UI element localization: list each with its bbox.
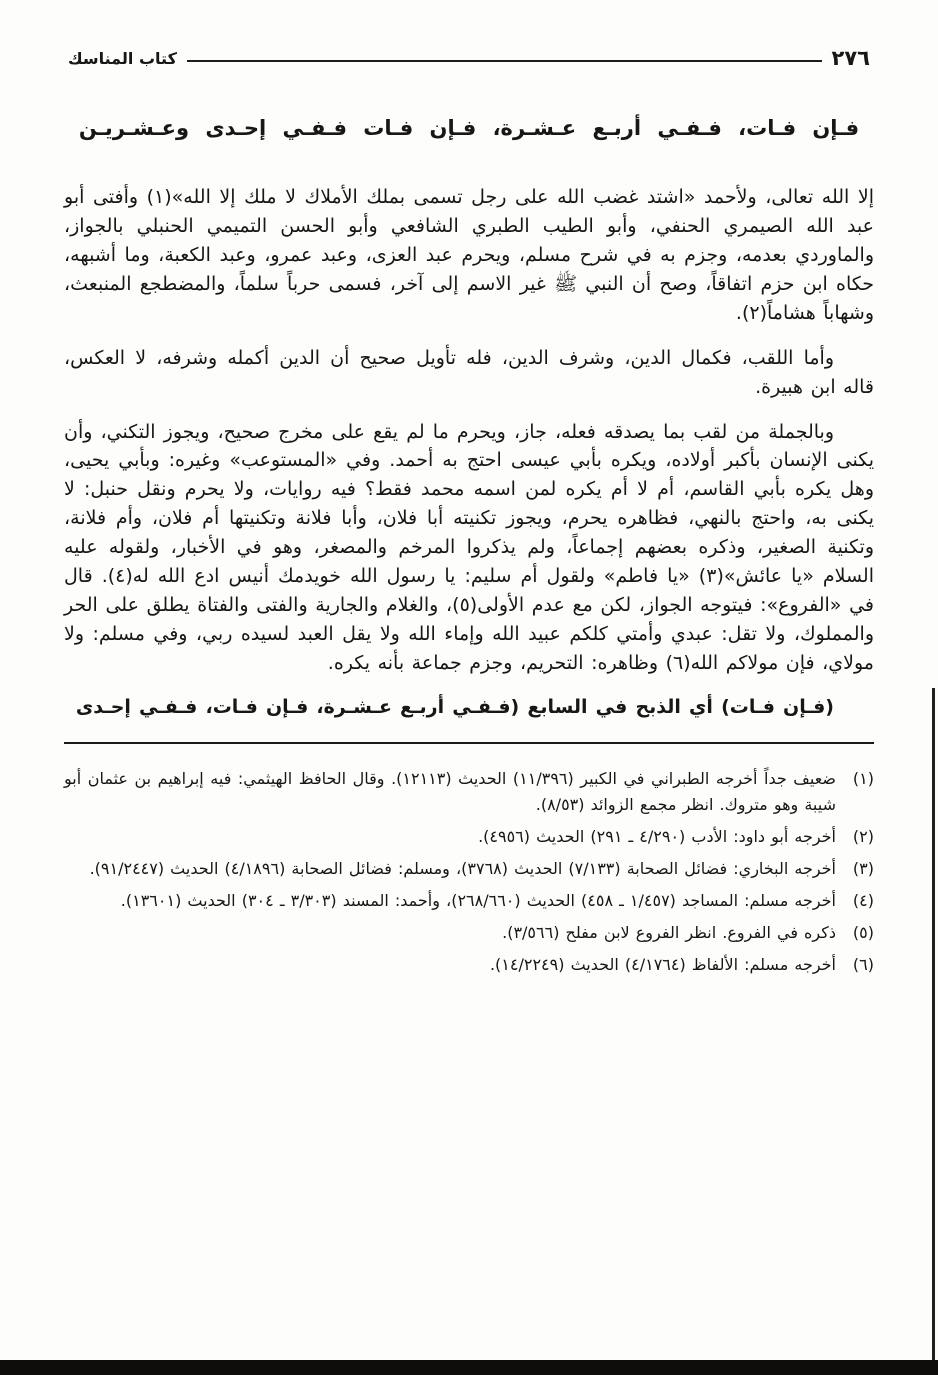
footnote-marker: (٢) bbox=[852, 827, 874, 847]
footnotes-section bbox=[64, 766, 874, 977]
scan-artifact-bottom-bar bbox=[0, 1360, 938, 1375]
body-text bbox=[64, 183, 874, 722]
footnote-text: أخرجه مسلم: الألفاظ (٤/١٧٦٤) الحديث (١٤/٢٢٤٩). bbox=[489, 954, 836, 974]
footnote-marker: (٤) bbox=[852, 890, 874, 910]
footnote-separator bbox=[64, 742, 874, 744]
paragraph: وبالجملة من لقب بما يصدقه فعله، جاز، ويحرم ما لم يقع على مخرج صحيح، ويجوز التكني، وأن يكنى الإنسان بأكبر أولاده، ويكره بأبي عيسى احتج به أحمد. وفي «المستوعب» وغيره: وبأبي يحيى، وهل يكره بأبي القاسم، أم لا أم يكره لمن اسمه محمد فقط؟ فيه روايات، ولا يحرم ونقل حنبل: لا يكنى به، واحتج بالنهي، فظاهره يحرم، ويجوز تكنيته أبا فلان، وأبا فلانة وتكنيتها أم فلان، وأم فلانة، وتكنية الصغير، وذكره بعضهم إجماعاً، ولم يذكروا المرخم والمصغر، وهو في الأخبار، ولقوله عليه السلام «يا عائش»(٣) «يا فاطم» ولقول أم سليم: يا رسول الله خويدمك أنيس ادع الله له(٤). قال في «الفروع»: فيتوجه الجواز، لكن مع عدم الأولى(٥)، والغلام والجارية والفتى والفتاة يطلق على الحر والمملوك، ولا تقل: عبدي وأمتي كلكم عبيد الله وإماء الله ولا يقل العبد لسيده ربي، وفي مسلم: ولا مولاي، فإن مولاكم الله(٦) وظاهره: التحريم، وجزم جماعة بأنه يكره. bbox=[64, 420, 874, 674]
footnote bbox=[64, 920, 874, 946]
footnote-text: أخرجه مسلم: المساجد (١/٤٥٧ ـ ٤٥٨) الحديث (٢٦٨/٦٦٠)، وأحمد: المسند (٣/٣٠٣ ـ ٣٠٤) الحديث (١٣٦٠١). bbox=[120, 890, 836, 910]
footnote-marker: (١) bbox=[852, 769, 874, 789]
page-header bbox=[68, 46, 870, 70]
paragraph-continuation: إلا الله تعالى، ولأحمد «اشتد غضب الله على رجل تسمى بملك الأملاك لا ملك إلا الله»(١) وأفتى أبو عبد الله الصيمري الحنفي، وأبو الطيب الطبري الشافعي وأبو الحسن التميمي الحنبلي بالجواز، والماوردي بعدمه، وجزم به في شرح مسلم، ويحرم عبد العزى، وعبد عمرو، وعبد الكعبة، وما أشبهه، حكاه ابن حزم اتفاقاً، وصح أن النبي ﷺ غير الاسم إلى آخر، فسمى حرباً سلماً، والمضطجع المنبعث، وشهاباً هشاماً(٢). bbox=[64, 186, 874, 324]
matn-paragraph: (فـإن فـات) أي الذبح في السابع (فـفـي أربـع عـشـرة، فـإن فـات، فـفـي إحـدى bbox=[75, 696, 834, 719]
footnote bbox=[64, 856, 874, 882]
footnote-text: أخرجه البخاري: فضائل الصحابة (٧/١٣٣) الحديث (٣٧٦٨)، ومسلم: فضائل الصحابة (٤/١٨٩٦) الحديث (٩١/٢٤٤٧). bbox=[89, 858, 836, 878]
footnote-text: أخرجه أبو داود: الأدب (٤/٢٩٠ ـ ٢٩١) الحديث (٤٩٥٦). bbox=[478, 827, 836, 847]
footnote bbox=[64, 952, 874, 978]
footnote bbox=[64, 766, 874, 818]
paragraph: وأما اللقب، فكمال الدين، وشرف الدين، فله تأويل صحيح أن الدين أكمله وشرفه، لا العكس، قاله ابن هبيرة. bbox=[64, 346, 874, 398]
matn-heading: فـإن فـات، فـفـي أربـع عـشـرة، فـإن فـات فـفـي إحـدى وعـشـريـن bbox=[78, 116, 860, 140]
footnote-text: ذكره في الفروع. انظر الفروع لابن مفلح (٣/٥٦٦). bbox=[502, 922, 836, 942]
footnote-marker: (٣) bbox=[852, 858, 874, 878]
book-title: كتاب المناسك bbox=[68, 48, 177, 68]
footnote bbox=[64, 888, 874, 914]
header-rule bbox=[187, 60, 822, 62]
footnote-marker: (٥) bbox=[852, 922, 874, 942]
scan-artifact-right-edge bbox=[932, 688, 935, 1362]
footnote-text: ضعيف جداً أخرجه الطبراني في الكبير (١١/٣٩٦) الحديث (١٢١١٣). وقال الحافظ الهيثمي: فيه إبراهيم بن عثمان أبو شيبة وهو متروك. انظر مجمع الزوائد (٨/٥٣). bbox=[64, 769, 836, 815]
page-number: ٢٧٦ bbox=[831, 46, 870, 70]
footnote bbox=[64, 824, 874, 850]
footnote-marker: (٦) bbox=[852, 954, 874, 974]
